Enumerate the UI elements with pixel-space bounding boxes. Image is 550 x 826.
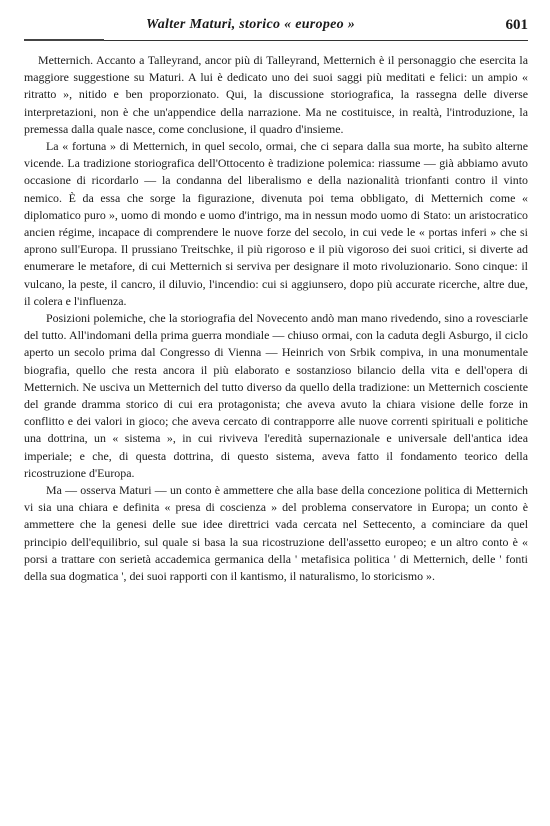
running-title: Walter Maturi, storico « europeo » [146,17,356,32]
page-number: 601 [505,17,528,33]
running-header [24,14,528,41]
paragraph-1: Metternich. Accanto a Talleyrand, ancor più di Talleyrand, Metternich è il personaggio che esercita la maggiore suggestione su Maturi. A lui è dedicato uno dei suoi saggi più meditati e felici: un ampio « ritratto », nitido e ben proporzionato. Qui, la discussione storiografica, la rassegna delle diverse interpretazioni, non è che un'appendice della narrazione. Ma ne costituisce, in realtà, l'introduzione, la premessa dalla quale nasce, come conclusione, il quadro d'insieme. [24,53,528,136]
paragraph-3: Posizioni polemiche, che la storiografia del Novecento andò man mano rivedendo, sino a rovesciarle del tutto. All'indomani della prima guerra mondiale — chiuso ormai, con la caduta degli Asburgo, il ciclo aperto un secolo prima dal Congresso di Vienna — Heinrich von Srbik compiva, in una monumentale biografia, quello che resta ancora il più elaborato e sostanzioso bilancio della vita e dell'opera di Metternich. Ne usciva un Metternich del tutto diverso da quello della tradizione: un Metternich cosciente del grande dramma storico di cui era protagonista; che aveva avuto la chiara visione delle forze in conflitto e dei valori in gioco; che aveva cercato di contrapporre alle nuove correnti spirituali e politiche una dottrina, un « sistema », in cui riviveva l'eredità supernazionale e universale dell'antica idea imperiale; e che, di questa dottrina, di questo sistema, aveva fatto il fondamento teorico della ricostruzione d'Europa. [24,311,528,480]
paragraph-2: La « fortuna » di Metternich, in quel secolo, ormai, che ci separa dalla sua morte, ha subìto alterne vicende. La tradizione storiografica dell'Ottocento è tradizione polemica: riassume — già abbiamo avuto occasione di ricordarlo — la condanna del liberalismo e della nazionalità trionfanti contro il vinto nemico. È da essa che sorge la figurazione, divenuta poi tema obbligato, di Metternich come « diplomatico puro », uomo di mondo e uomo d'intrigo, ma in nessun modo uomo di Stato: un aristocratico ancien régime, incapace di comprendere le nuove forze del secolo, in cui vede le « portas inferi » che si aprono sull'Europa. Il prussiano Treitschke, il più rigoroso e il più vigoroso dei suoi critici, si diverte ad enumerare le metafore, di cui Metternich si serviva per designare il moto rivoluzionario. Sono cinque: il vulcano, la peste, il cancro, il diluvio, l'incendio: cui si aggiunsero, dopo più accurate ricerche, altre due, il colera e l'influenza. [24,139,528,308]
header-rule [24,39,104,41]
body-text [24,52,528,585]
paragraph-4: Ma — osserva Maturi — un conto è ammettere che alla base della concezione politica di Metternich vi sia una chiara e definita « presa di coscienza » del problema conservatore in Europa; un conto è ammettere che la genesi delle sue idee direttrici vada cercata nel Settecento, a cominciare da quel principio dell'equilibrio, sul quale si basa la sua ricostruzione dell'assetto europeo; e un altro conto è « porsi a trattare con serietà accademica germanica della ' metafisica politica ' di Metternich, delle ' fonti della sua dogmatica ', dei suoi rapporti con il kantismo, il naturalismo, lo storicismo ». [24,483,528,584]
book-page [24,14,528,820]
